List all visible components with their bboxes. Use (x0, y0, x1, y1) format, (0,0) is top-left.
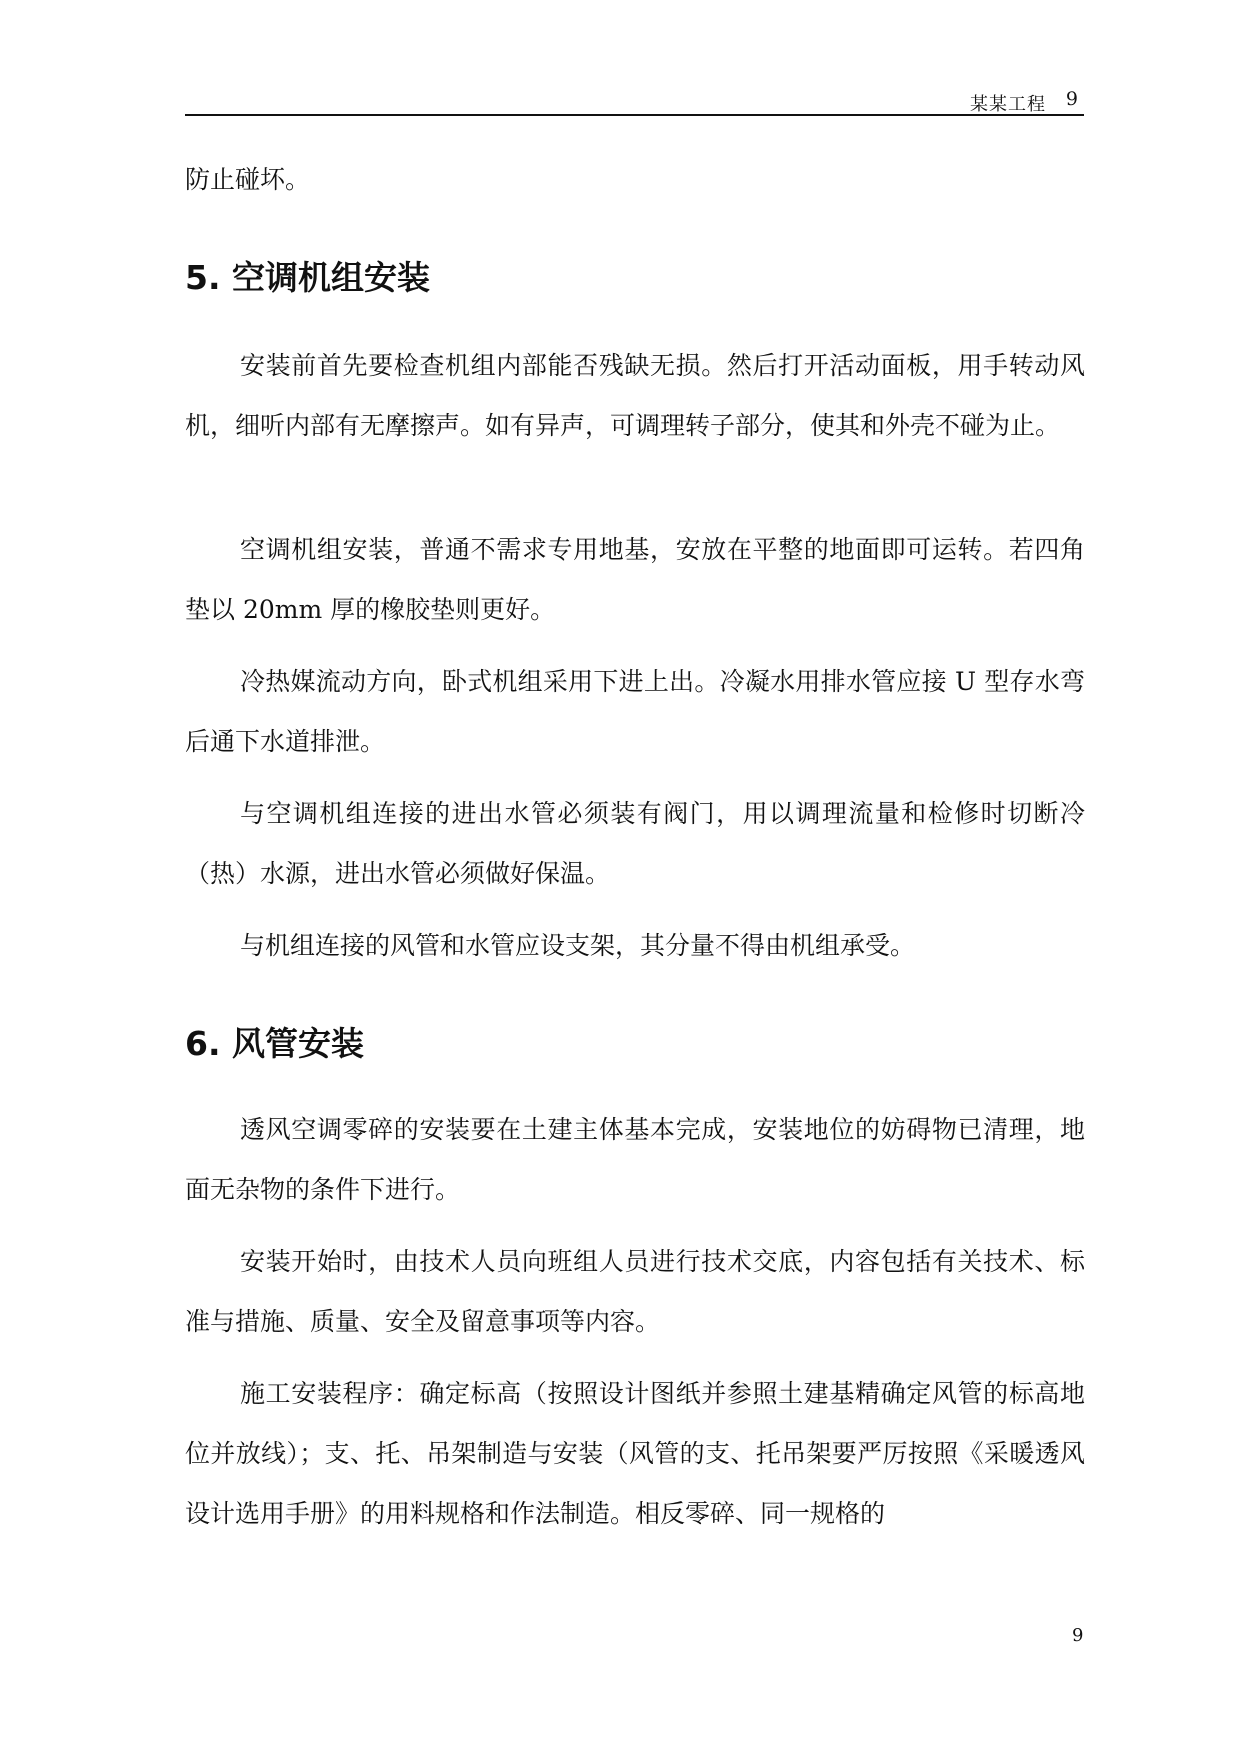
section-6-paragraph-1: 透风空调零碎的安装要在土建主体基本完成，安装地位的妨碍物已清理，地面无杂物的条件下进行。 (185, 1115, 1085, 1204)
carryover-paragraph: 防止碰坏。 (185, 165, 311, 194)
section-5-paragraph-2: 空调机组安装，普通不需求专用地基，安放在平整的地面即可运转。若四角垫以 20mm 厚的橡胶垫则更好。 (185, 535, 1085, 624)
header-title: 某某工程 (970, 94, 1046, 115)
header-page-number: 9 (1065, 88, 1078, 110)
section-5-paragraph-4: 与空调机组连接的进出水管必须装有阀门，用以调理流量和检修时切断冷（热）水源，进出水管必须做好保温。 (185, 799, 1085, 888)
section-5-paragraph-3: 冷热媒流动方向，卧式机组采用下进上出。冷凝水用排水管应接 U 型存水弯后通下水道排泄。 (185, 667, 1085, 756)
section-6-heading: 6. 风管安装 (185, 1024, 364, 1063)
section-5-heading: 5. 空调机组安装 (185, 258, 430, 297)
section-5-paragraph-1: 安装前首先要检查机组内部能否残缺无损。然后打开活动面板，用手转动风机，细听内部有无摩擦声。如有异声，可调理转子部分，使其和外壳不碰为止。 (185, 351, 1085, 440)
section-5-paragraph-5: 与机组连接的风管和水管应设支架，其分量不得由机组承受。 (240, 931, 916, 960)
section-6-paragraph-3: 施工安装程序：确定标高（按照设计图纸并参照土建基精确定风管的标高地位并放线）；支、托、吊架制造与安装（风管的支、托吊架要严厉按照《采暖透风设计选用手册》的用料规格和作法制造。相反零碎、同一规格的 (185, 1379, 1085, 1528)
footer-page-number: 9 (1072, 1625, 1084, 1646)
page-body (185, 0, 1085, 1754)
section-6-paragraph-2: 安装开始时，由技术人员向班组人员进行技术交底，内容包括有关技术、标准与措施、质量、安全及留意事项等内容。 (185, 1247, 1085, 1336)
